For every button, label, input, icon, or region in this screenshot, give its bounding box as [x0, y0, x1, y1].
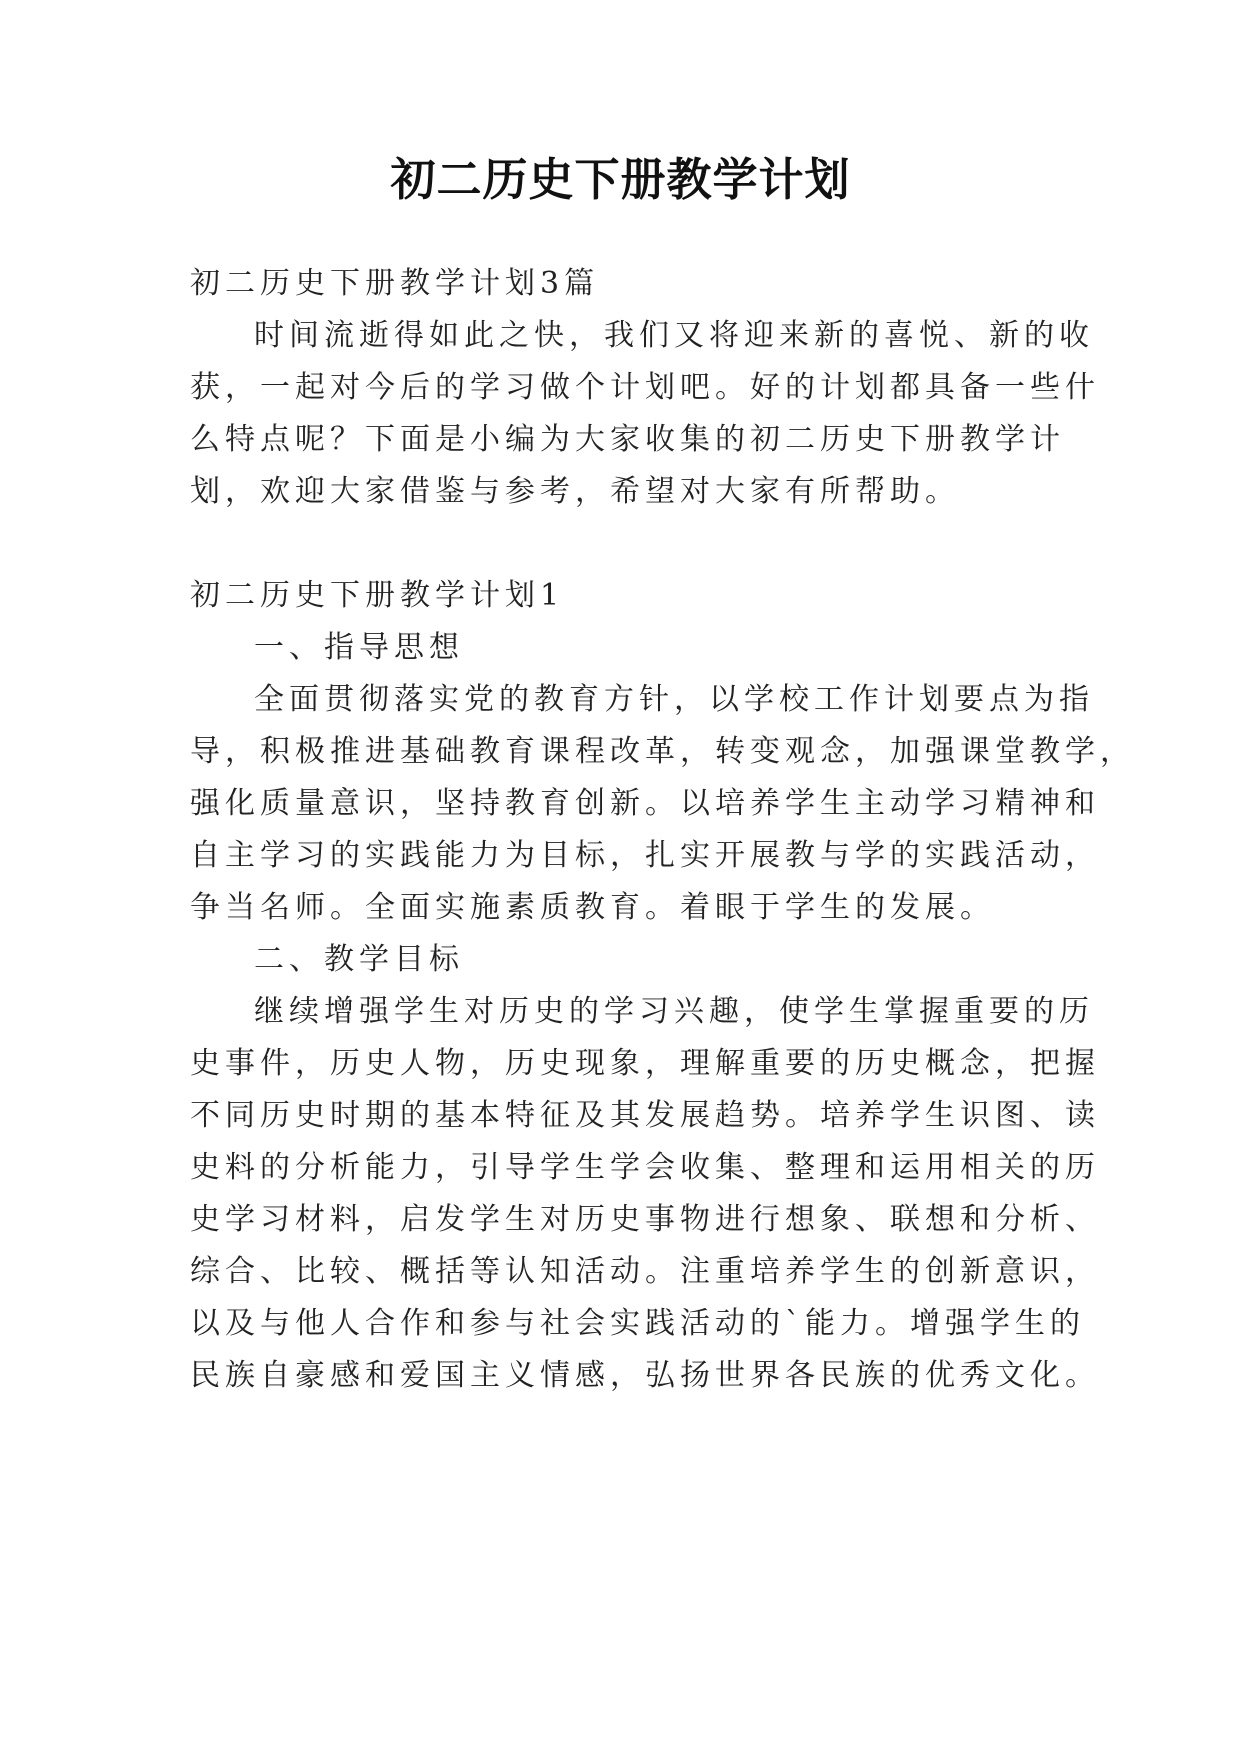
paragraph-line: 综合、比较、概括等认知活动。注重培养学生的创新意识， [190, 1254, 1100, 1289]
paragraph-line: 史学习材料，启发学生对历史事物进行想象、联想和分析、 [190, 1202, 1100, 1237]
intro-line: 划，欢迎大家借鉴与参考，希望对大家有所帮助。 [190, 474, 960, 509]
paragraph-line: 继续增强学生对历史的学习兴趣，使学生掌握重要的历 [254, 994, 1094, 1029]
document-subtitle: 初二历史下册教学计划3篇 [190, 266, 600, 301]
intro-line: 时间流逝得如此之快，我们又将迎来新的喜悦、新的收 [254, 318, 1094, 353]
paragraph-line: 自主学习的实践能力为目标，扎实开展教与学的实践活动， [190, 838, 1100, 873]
paragraph-line: 争当名师。全面实施素质教育。着眼于学生的发展。 [190, 890, 995, 925]
paragraph-line: 导，积极推进基础教育课程改革，转变观念，加强课堂教学， [190, 734, 1135, 769]
paragraph-line: 全面贯彻落实党的教育方针，以学校工作计划要点为指 [254, 682, 1094, 717]
part-heading: 二、教学目标 [254, 942, 464, 977]
part-heading: 一、指导思想 [254, 630, 464, 665]
paragraph-line: 史事件，历史人物，历史现象，理解重要的历史概念，把握 [190, 1046, 1100, 1081]
section-heading: 初二历史下册教学计划1 [190, 578, 565, 613]
intro-line: 获，一起对今后的学习做个计划吧。好的计划都具备一些什 [190, 370, 1100, 405]
paragraph-line: 不同历史时期的基本特征及其发展趋势。培养学生识图、读 [190, 1098, 1100, 1133]
paragraph-line: 以及与他人合作和参与社会实践活动的`能力。增强学生的 [190, 1306, 1085, 1341]
paragraph-line: 史料的分析能力，引导学生学会收集、整理和运用相关的历 [190, 1150, 1100, 1185]
paragraph-line: 强化质量意识，坚持教育创新。以培养学生主动学习精神和 [190, 786, 1100, 821]
document-title: 初二历史下册教学计划 [390, 153, 851, 206]
intro-line: 么特点呢？下面是小编为大家收集的初二历史下册教学计 [190, 422, 1065, 457]
paragraph-line: 民族自豪感和爱国主义情感，弘扬世界各民族的优秀文化。 [190, 1358, 1100, 1393]
